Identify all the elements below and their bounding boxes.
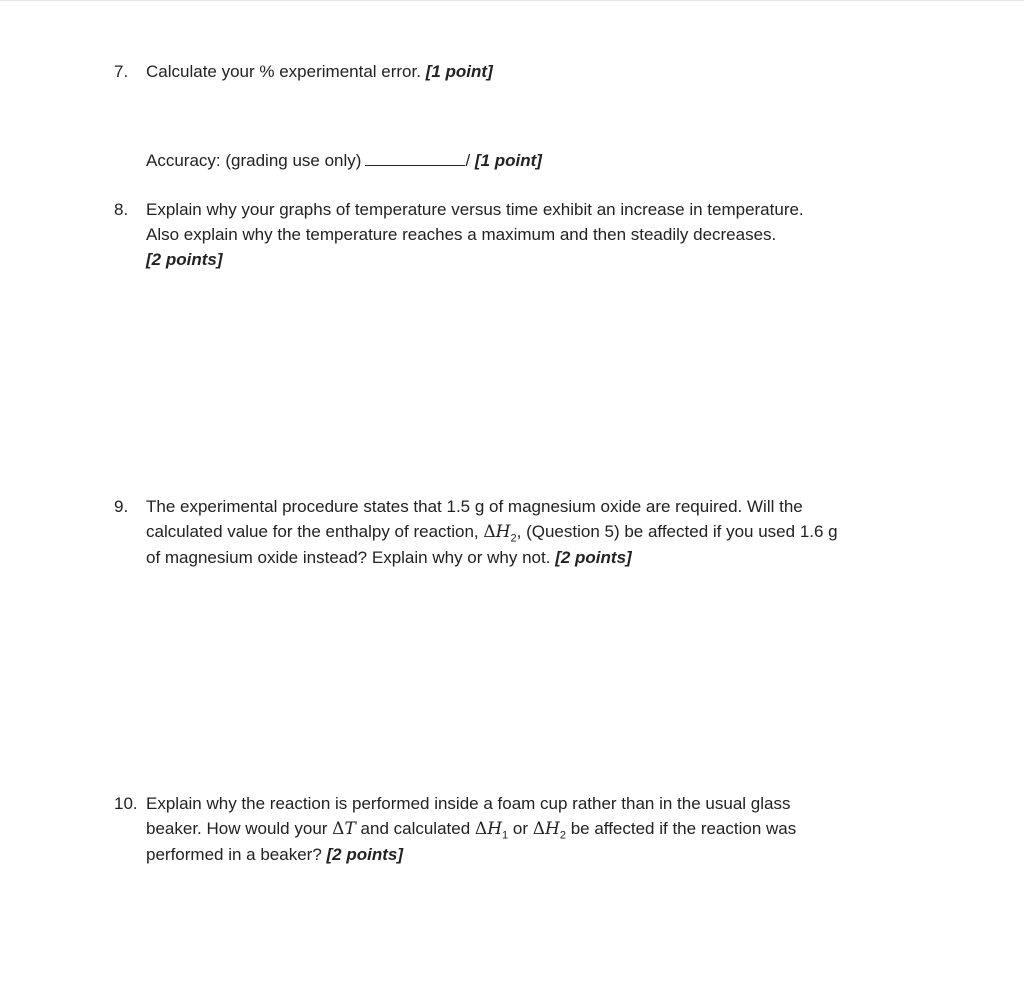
question-9-line-3-text: of magnesium oxide instead? Explain why or why not. [146, 548, 551, 567]
question-10-line-2-mid: and calculated [360, 819, 471, 838]
delta-symbol: Δ [332, 819, 345, 839]
question-9-body [146, 494, 914, 570]
accuracy-line [146, 148, 542, 173]
question-10-line-3 [146, 842, 914, 867]
question-9-line-2-start: calculated value for the enthalpy of reaction, [146, 522, 479, 541]
accuracy-points: [1 point] [474, 151, 542, 170]
question-9-line-1: The experimental procedure states that 1.5 g of magnesium oxide are required. Will the [146, 497, 803, 516]
question-9-line-2 [146, 519, 914, 545]
question-9-line-3 [146, 545, 914, 570]
enthalpy-symbol: H [545, 819, 560, 839]
page-top-border [0, 0, 1024, 1]
question-7-number: 7. [114, 62, 129, 81]
subscript-2: 2 [559, 829, 566, 842]
question-10-line-2 [146, 816, 914, 842]
question-9-line-2-end: , (Question 5) be affected if you used 1.6 g [516, 522, 838, 541]
question-10-line-3-text: performed in a beaker? [146, 845, 322, 864]
delta-symbol: Δ [483, 522, 496, 542]
question-8-line-1: Explain why your graphs of temperature versus time exhibit an increase in temperature. [146, 200, 804, 219]
question-9 [114, 494, 914, 570]
subscript-1: 1 [502, 829, 509, 842]
accuracy-blank[interactable] [365, 148, 465, 166]
question-10-body [146, 791, 914, 867]
question-10-line-2-end: be affected if the reaction was [570, 819, 797, 838]
question-10-number: 10. [114, 794, 138, 813]
accuracy-label: Accuracy: (grading use only) [146, 151, 362, 170]
question-9-points: [2 points] [555, 548, 632, 567]
question-7-body [146, 59, 914, 84]
or-word: or [512, 819, 528, 838]
question-7-points: [1 point] [425, 62, 493, 81]
delta-symbol: Δ [474, 819, 488, 839]
enthalpy-symbol: H [495, 522, 511, 542]
question-10-line-1: Explain why the reaction is performed inside a foam cup rather than in the usual glass [146, 794, 791, 813]
delta-symbol: Δ [532, 819, 546, 839]
subscript-2: 2 [510, 532, 517, 545]
question-7-text: Calculate your % experimental error. [146, 62, 421, 81]
question-10-points: [2 points] [326, 845, 404, 864]
question-7 [114, 59, 914, 84]
question-8-line-2: Also explain why the temperature reaches a maximum and then steadily decreases. [146, 225, 777, 244]
temperature-symbol: T [344, 819, 356, 839]
question-8-body [146, 197, 914, 272]
enthalpy-symbol: H [487, 819, 503, 839]
question-8-number: 8. [114, 200, 129, 219]
question-10 [114, 791, 914, 867]
question-8 [114, 197, 914, 272]
accuracy-slash: / [465, 151, 471, 170]
question-8-points: [2 points] [146, 250, 223, 269]
question-10-line-2-start: beaker. How would your [146, 819, 328, 838]
question-9-number: 9. [114, 497, 129, 516]
